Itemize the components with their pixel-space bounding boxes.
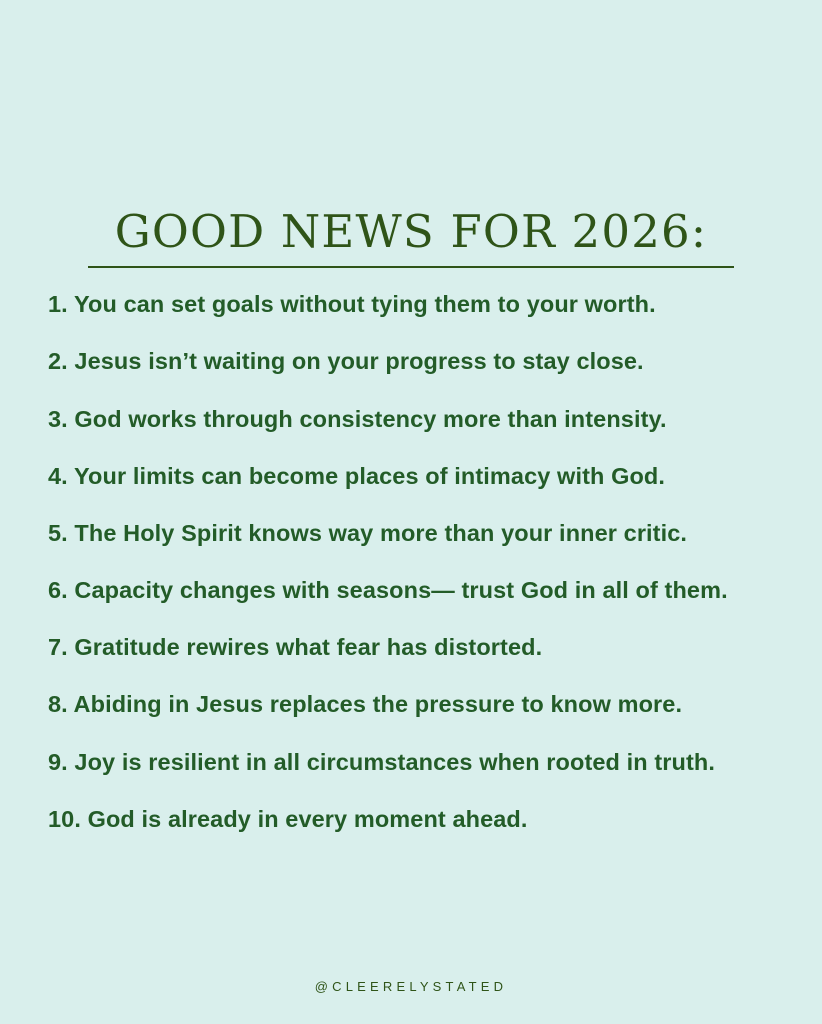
list-item: 3. God works through consistency more than intensity.: [48, 405, 667, 432]
card-content: [0, 206, 822, 862]
social-handle: @CLEERELYSTATED: [314, 979, 508, 994]
page-title: GOOD NEWS FOR 2026:: [114, 205, 708, 258]
list-item: 2. Jesus isn’t waiting on your progress to stay close.: [48, 348, 644, 375]
footer: [0, 978, 822, 996]
list-item: 4. Your limits can become places of intimacy with God.: [48, 462, 665, 489]
list-item: 7. Gratitude rewires what fear has distorted.: [48, 634, 543, 661]
list-item: 1. You can set goals without tying them to your worth.: [48, 291, 656, 318]
list-item: 8. Abiding in Jesus replaces the pressure to know more.: [48, 691, 683, 718]
list-item: 6. Capacity changes with seasons— trust God in all of them.: [48, 577, 728, 604]
good-news-list: [48, 290, 774, 833]
list-item: 9. Joy is resilient in all circumstances when rooted in truth.: [48, 748, 715, 775]
list-item: 5. The Holy Spirit knows way more than your inner critic.: [48, 519, 688, 546]
title-underline-divider: [88, 266, 734, 269]
title-block: [48, 206, 774, 268]
list-item: 10. God is already in every moment ahead.: [48, 805, 528, 832]
